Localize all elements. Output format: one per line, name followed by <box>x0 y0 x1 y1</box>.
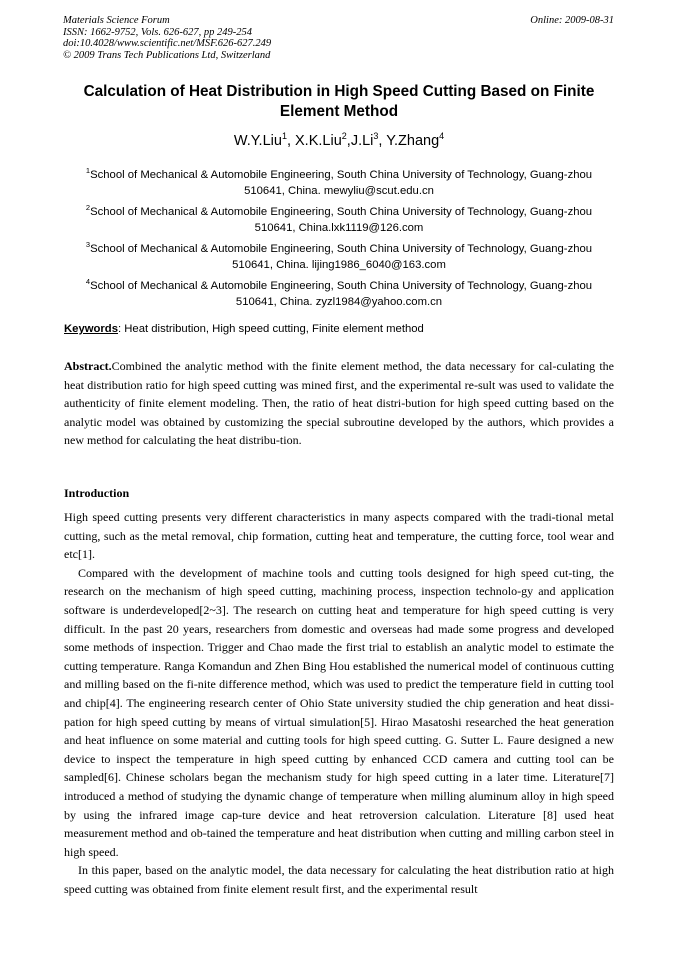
affiliation-text: School of Mechanical & Automobile Engineering, South China University of Technology, Guang-zhou 510641, China. zyzl1984@yahoo.com.cn <box>90 280 593 308</box>
paragraph: In this paper, based on the analytic model, the data necessary for calculating the heat distribution ratio at high speed cutting was obtained from finite element result first, and the experimental result <box>64 863 614 896</box>
author-list <box>60 131 618 151</box>
online-date: Online: 2009-08-31 <box>530 15 614 26</box>
affiliation <box>66 279 612 310</box>
author-sup: 4 <box>439 131 445 141</box>
keywords-text: : Heat distribution, High speed cutting, Finite element method <box>118 323 424 335</box>
author-separator: , <box>286 133 296 149</box>
author-name: X.K.Liu <box>295 133 342 149</box>
author-sup: 3 <box>373 131 379 141</box>
paragraph: High speed cutting presents very different characteristics in many aspects compared with the tradi-tional metal cutting, such as the metal removal, chip formation, cutting heat and temperature, the cutting force, tool wear and etc[1]. <box>64 510 614 562</box>
affiliation-sup: 2 <box>85 203 91 212</box>
introduction-body <box>64 508 614 898</box>
author-sup: 1 <box>281 131 287 141</box>
abstract-text: Combined the analytic method with the finite element method, the data necessary for cal-culating the heat distribution ratio for high speed cutting was mined first, and the experimental re-sult was used to validate the authenticity of finite element modeling. Then, the ratio of heat distri-bution for high speed cutting based on the analytic model was obtained by customizing the special subroutine developed by the authors, which provides a new method for calculating the heat distribu-tion. <box>64 359 614 448</box>
issn-line: ISSN: 1662-9752, Vols. 626-627, pp 249-254 <box>63 26 252 38</box>
affiliation-text: School of Mechanical & Automobile Engineering, South China University of Technology, Guang-zhou 510641, China. lijing1986_6040@163.com <box>90 243 593 271</box>
affiliation <box>66 205 612 236</box>
paragraph: Compared with the development of machine tools and cutting tools designed for high speed cut-ting, the research on the mechanism of high speed cutting, machining process, inspection technolo-gy and application software is underdeveloped[2~3]. The research on cutting heat and temperature for high speed cutting is very difficult. In the past 20 years, researchers from domestic and overseas had made some progress and developed some methods of inspection. Trigger and Chao made the first trial to establish an analytic model to estimate the cutting temperature. Ranga Komandun and Zhen Bing Hou established the numerical model of continuous cutting and milling based on the fi-nite difference method, which was used to predict the temperature field in cutting tool and chip[4]. The engineering research center of Ohio State university studied the chip generation and heat dissi-pation for high speed cutting by means of virtual simulation[5]. Hirao Masatoshi researched the heat generation and heat influence on some material and cutting tools for high speed cutting. G. Sutter L. Faure designed a new device to inspect the temperature in high speed cutting by enhanced CCD camera and cutting tool can be sampled[6]. Chinese scholars began the mechanism study for high speed cutting in a later time. Literature[7] introduced a method of studying the dynamic change of temperature when milling aluminum alloy in high speed by using the infrared image cap-ture device and heat retroversion calculation. Literature [8] used heat measurement method and ob-tained the temperature and heat distribution when cutting and milling carbon steel in high speed. <box>64 565 614 859</box>
affiliation-sup: 3 <box>85 240 91 249</box>
doi-line[interactable]: doi:10.4028/www.scientific.net/MSF.626-627.249 <box>63 38 272 49</box>
paper-title: Calculation of Heat Distribution in High Speed Cutting Based on Finite Element Method <box>83 83 595 120</box>
author-name: J.Li <box>350 133 374 149</box>
affiliation <box>66 242 612 273</box>
affiliation-text: School of Mechanical & Automobile Engineering, South China University of Technology, Guang-zhou 510641, China. mewyliu@scut.edu.cn <box>90 169 593 197</box>
keywords <box>64 322 614 337</box>
affiliation <box>66 168 612 199</box>
copyright-line: © 2009 Trans Tech Publications Ltd, Switzerland <box>63 49 271 61</box>
author-separator: , <box>378 133 387 149</box>
author-name: W.Y.Liu <box>233 133 282 149</box>
affiliation-text: School of Mechanical & Automobile Engineering, South China University of Technology, Guang-zhou 510641, China.lxk1119@126.com <box>90 206 593 234</box>
affiliation-sup: 1 <box>85 166 91 175</box>
affiliation-list <box>66 168 612 316</box>
keywords-label: Keywords <box>64 323 118 335</box>
author-sup: 2 <box>341 131 347 141</box>
journal-header <box>63 15 271 61</box>
author-name: Y.Zhang <box>386 133 440 149</box>
author-separator: , <box>346 133 351 149</box>
journal-name: Materials Science Forum <box>63 15 170 26</box>
affiliation-sup: 4 <box>85 277 91 286</box>
abstract-label: Abstract. <box>64 359 112 373</box>
section-heading-introduction: Introduction <box>64 486 130 500</box>
abstract <box>64 357 614 450</box>
